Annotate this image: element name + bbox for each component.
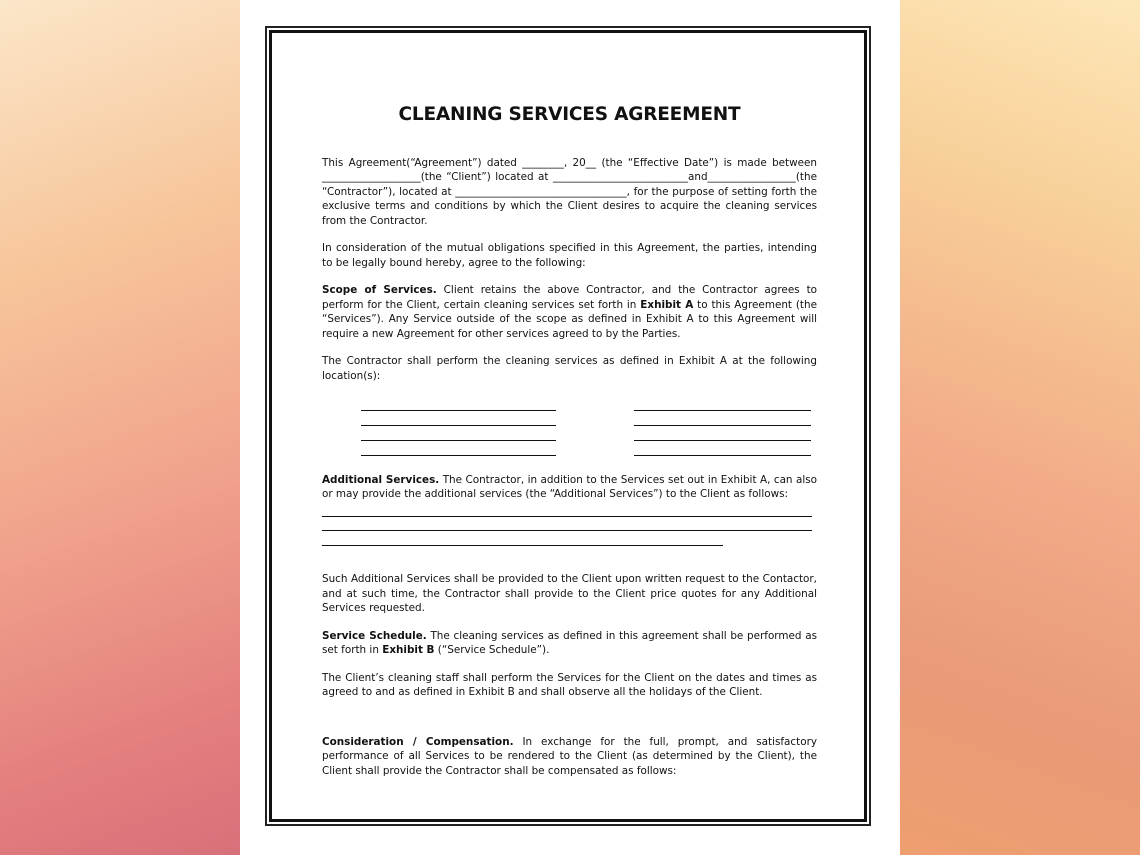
locations-intro: The Contractor shall perform the cleaning services as defined in Exhibit A at the following location(s): xyxy=(322,355,817,382)
additional-blank xyxy=(322,517,812,532)
schedule-paragraph xyxy=(322,629,817,658)
scope-heading: Scope of Services. xyxy=(322,284,437,296)
location-blank xyxy=(361,412,556,426)
scope-exhibit: Exhibit A xyxy=(640,298,694,311)
additional-text: The Contractor, in addition to the Services set out in Exhibit A, can also or may provide the additional services (the “Additional Services”) to the Client as follows: xyxy=(322,473,818,501)
additional-blank xyxy=(322,531,723,546)
consideration-paragraph: In consideration of the mutual obligations specified in this Agreement, the parties, intending to be legally bound hereby, agree to the following: xyxy=(322,242,817,269)
location-column-right xyxy=(634,397,811,457)
additional-request-paragraph: Such Additional Services shall be provided to the Client upon written request to the Contactor, and at such time, the Contractor shall provide to the Client price quotes for any Additional Services requested. xyxy=(322,573,817,614)
scope-text-2: to this Agreement (the “Services”). Any Service outside of the scope as defined in Exhibit A to this Agreement will require a new Agreement for other services agreed to by the Parties. xyxy=(322,298,817,340)
location-column-left xyxy=(361,397,556,457)
compensation-paragraph xyxy=(322,735,817,779)
location-blank xyxy=(361,397,556,411)
location-blank xyxy=(634,427,811,441)
location-lines xyxy=(322,397,817,457)
schedule-exhibit: Exhibit B xyxy=(382,644,435,656)
intro-paragraph: This Agreement(“Agreement”) dated ________, 20__ (the “Effective Date”) is made between ___________________(the “Client”) located at __________________________and_________________(the “Contractor”), located at _________________________________, for the purpose of setting forth the exclusive terms and conditions by which the Client desires to acquire the cleaning services from the Contractor. xyxy=(322,156,817,227)
document-title: CLEANING SERVICES AGREEMENT xyxy=(398,104,741,125)
document-body xyxy=(322,104,818,791)
background-right xyxy=(900,0,1140,855)
additional-blank xyxy=(322,502,812,517)
schedule-heading: Service Schedule. xyxy=(322,629,427,642)
additional-paragraph xyxy=(322,473,817,502)
location-blank xyxy=(634,397,811,411)
document-page xyxy=(240,0,900,855)
location-blank xyxy=(634,442,811,456)
paragraph-spacer xyxy=(322,713,817,735)
location-blank xyxy=(361,442,556,456)
compensation-text: In exchange for the full, prompt, and satisfactory performance of all Services to be rendered to the Client (as determined by the Client), the Client shall provide the Contractor shall be compensated as follows: xyxy=(322,735,817,777)
scope-text-1: Client retains the above Contractor, and the Contractor agrees to perform for the Client, certain cleaning services set forth in xyxy=(322,284,817,311)
scope-paragraph xyxy=(322,283,817,341)
location-blank xyxy=(361,427,556,441)
staff-paragraph: The Client’s cleaning staff shall perform the Services for the Client on the dates and times as agreed to and as defined in Exhibit B and shall observe all the holidays of the Client. xyxy=(322,671,817,698)
schedule-text-1: The cleaning services as defined in this agreement shall be performed as set forth in xyxy=(322,629,817,656)
location-blank xyxy=(634,412,811,426)
schedule-text-2: (“Service Schedule”). xyxy=(434,644,550,656)
compensation-heading: Consideration / Compensation. xyxy=(322,735,514,748)
additional-heading: Additional Services. xyxy=(322,473,440,486)
additional-blanks xyxy=(322,502,817,546)
background-left xyxy=(0,0,240,855)
